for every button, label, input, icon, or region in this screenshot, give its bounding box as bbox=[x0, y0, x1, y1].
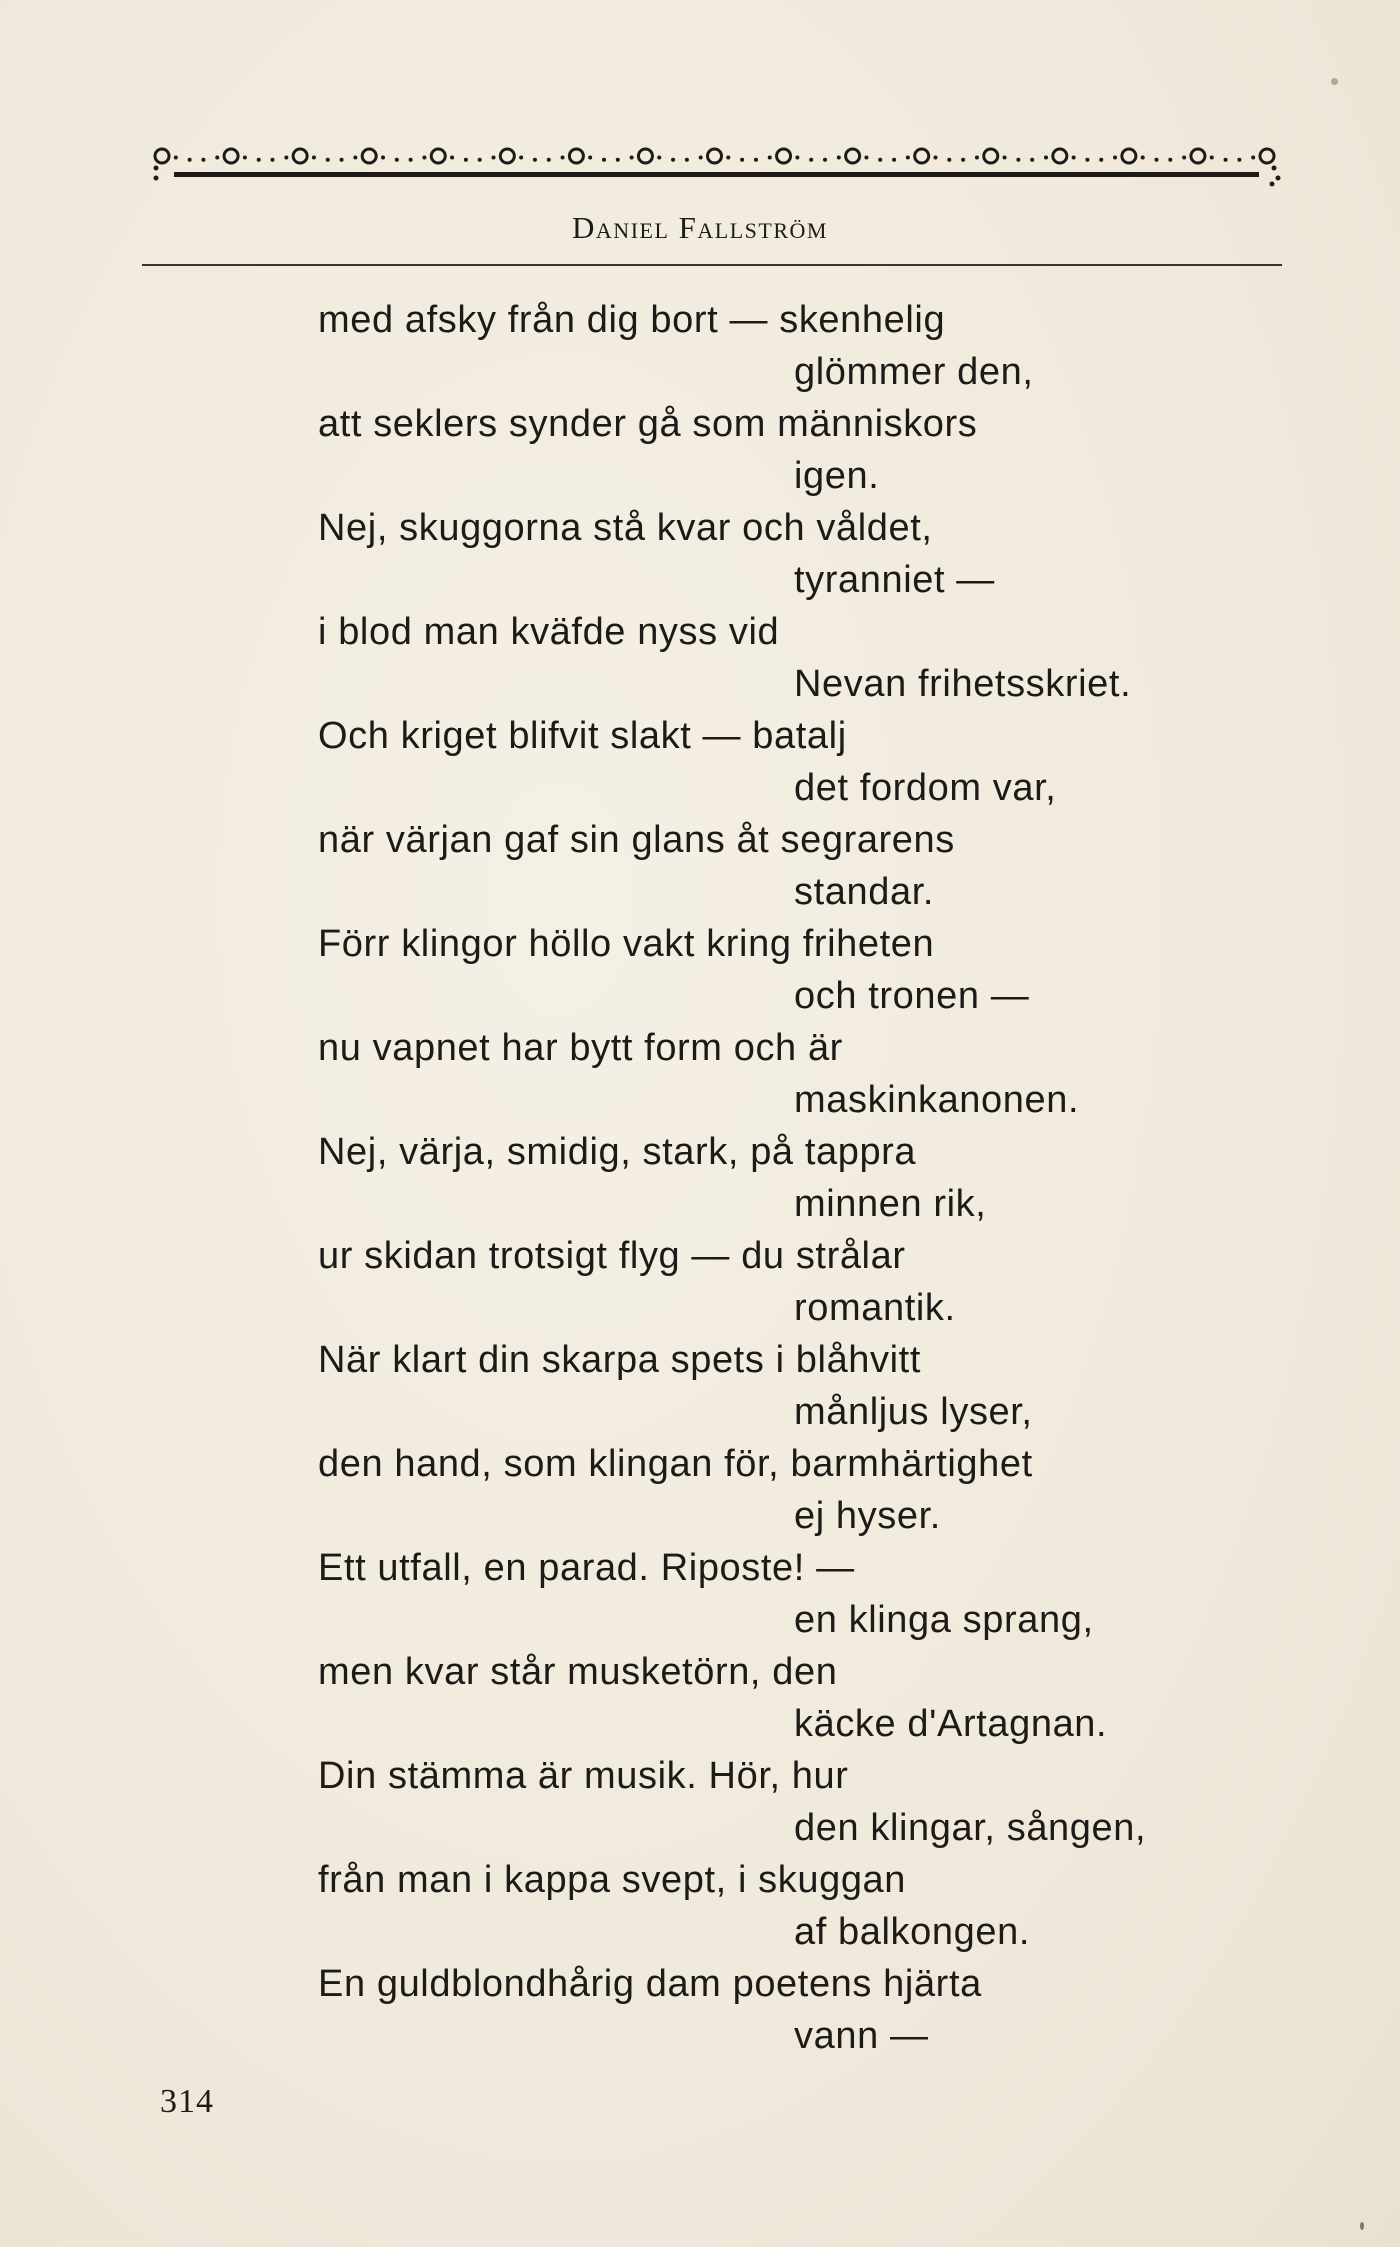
poem-line-continuation: tyranniet — bbox=[794, 559, 995, 601]
poem-line: den hand, som klingan för, barmhärtighet bbox=[318, 1443, 1033, 1485]
poem-line-continuation: igen. bbox=[794, 455, 880, 497]
poem-line-continuation: vann — bbox=[794, 2015, 929, 2057]
page-number: 314 bbox=[160, 2083, 214, 2120]
poem-line-continuation: maskinkanonen. bbox=[794, 1079, 1080, 1121]
poem-line-continuation: en klinga sprang, bbox=[794, 1599, 1094, 1641]
poem-line: Förr klingor höllo vakt kring friheten bbox=[318, 923, 935, 965]
poem-line: Och kriget blifvit slakt — batalj bbox=[318, 715, 847, 757]
poem-line-continuation: romantik. bbox=[794, 1287, 956, 1329]
poem-line-continuation: af balkongen. bbox=[794, 1911, 1030, 1953]
poem-line: nu vapnet har bytt form och är bbox=[318, 1027, 843, 1069]
poem-line: En guldblondhårig dam poetens hjärta bbox=[318, 1963, 982, 2005]
ink-speck bbox=[1360, 2222, 1364, 2230]
poem-line-continuation: det fordom var, bbox=[794, 767, 1057, 809]
poem-line: Ett utfall, en parad. Riposte! — bbox=[318, 1547, 855, 1589]
ink-speck bbox=[1331, 78, 1338, 85]
poem-line-continuation: käcke d'Artagnan. bbox=[794, 1703, 1108, 1745]
poem-line-continuation: glömmer den, bbox=[794, 351, 1034, 393]
poem-line-continuation: och tronen — bbox=[794, 975, 1030, 1017]
poem-body bbox=[318, 294, 1278, 2062]
poem-line: från man i kappa svept, i skuggan bbox=[318, 1859, 907, 1901]
header-rule bbox=[142, 264, 1282, 266]
poem-line: i blod man kväfde nyss vid bbox=[318, 611, 780, 653]
poem-line-continuation: standar. bbox=[794, 871, 935, 913]
poem-line-continuation: månljus lyser, bbox=[794, 1391, 1033, 1433]
poem-line: när värjan gaf sin glans åt segrarens bbox=[318, 819, 955, 861]
poem-line: Nej, skuggorna stå kvar och våldet, bbox=[318, 507, 933, 549]
poem-line-continuation: minnen rik, bbox=[794, 1183, 987, 1225]
poem-line: men kvar står musketörn, den bbox=[318, 1651, 838, 1693]
poem-line: Nej, värja, smidig, stark, på tappra bbox=[318, 1131, 917, 1173]
ornamental-border-icon bbox=[152, 138, 1282, 194]
poem-line: att seklers synder gå som människors bbox=[318, 403, 978, 445]
poem-line: När klart din skarpa spets i blåhvitt bbox=[318, 1339, 921, 1381]
poem-line: ur skidan trotsigt flyg — du strålar bbox=[318, 1235, 906, 1277]
poem-line-continuation: ej hyser. bbox=[794, 1495, 941, 1537]
poem-line: Din stämma är musik. Hör, hur bbox=[318, 1755, 849, 1797]
poem-line: med afsky från dig bort — skenhelig bbox=[318, 299, 946, 341]
poem-line-continuation: Nevan frihetsskriet. bbox=[794, 663, 1132, 705]
running-head: Daniel Fallström bbox=[572, 210, 828, 245]
poem-line-continuation: den klingar, sången, bbox=[794, 1807, 1147, 1849]
